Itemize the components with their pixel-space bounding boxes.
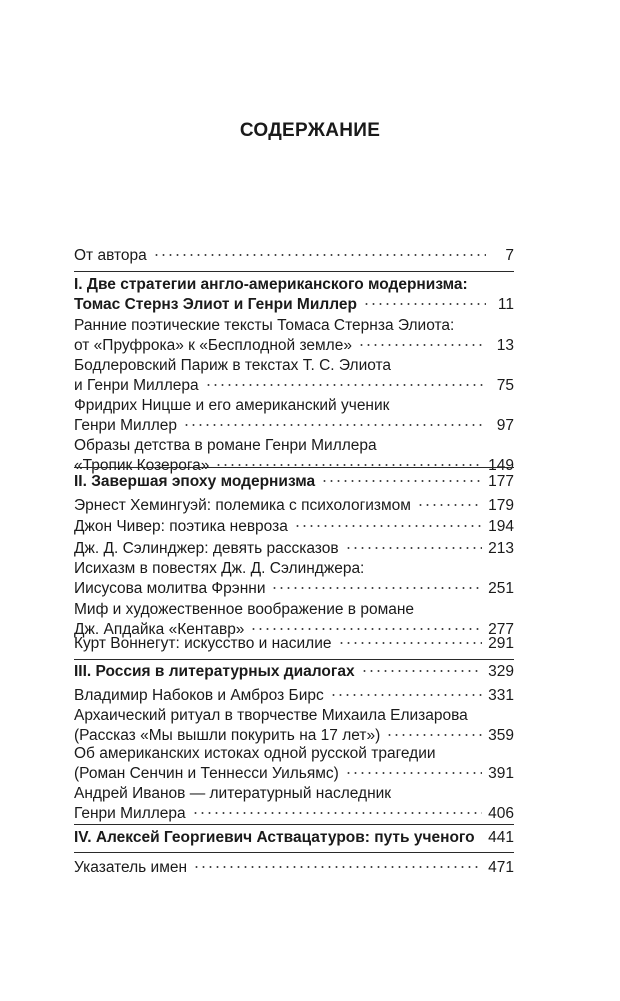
- toc-page-number: 213: [488, 540, 514, 557]
- toc-entry-title: II. Завершая эпоху модернизма: [74, 473, 316, 490]
- toc-entry-title: Исихазм в повестях Дж. Д. Сэлинджера:: [74, 560, 365, 577]
- toc-section-heading[interactable]: [74, 275, 514, 315]
- toc-page-number: 251: [488, 580, 514, 597]
- toc-entry-title: Андрей Иванов — литературный наследник: [74, 785, 392, 802]
- toc-page-number: 471: [488, 859, 514, 876]
- toc-entry[interactable]: [74, 356, 514, 396]
- toc-entry-title: от «Пруфрока» к «Бесплодной земле»: [74, 337, 352, 354]
- dot-leader: [205, 384, 486, 386]
- toc-page-number: 331: [488, 687, 514, 704]
- toc-entry-title: Об американских истоках одной русской трагедии: [74, 745, 436, 762]
- dot-leader: [192, 812, 482, 814]
- toc-entry-title: Указатель имен: [74, 859, 188, 876]
- toc-entry-title: Архаический ритуал в творчестве Михаила Елизарова: [74, 707, 468, 724]
- section-divider: [74, 467, 514, 468]
- dot-leader: [215, 464, 482, 466]
- dot-leader: [294, 525, 482, 527]
- toc-entry[interactable]: [74, 559, 514, 599]
- toc-page-number: 291: [488, 635, 514, 652]
- dot-leader: [153, 254, 486, 256]
- dot-leader: [183, 424, 486, 426]
- section-divider: [74, 271, 514, 272]
- toc-entry-title: Генри Миллера: [74, 805, 186, 822]
- toc-entry-title: Владимир Набоков и Амброз Бирс: [74, 687, 324, 704]
- toc-entry-title: (Роман Сенчин и Теннесси Уильямс): [74, 765, 339, 782]
- section-divider: [74, 852, 514, 853]
- toc-entry-title: IV. Алексей Георгиевич Аствацатуров: путь ученого: [74, 829, 475, 846]
- toc-section-heading[interactable]: [74, 662, 514, 682]
- dot-leader: [250, 628, 482, 630]
- dot-leader: [321, 480, 482, 482]
- toc-page-number: 11: [497, 296, 514, 313]
- toc-entry-title: «Тропик Козерога»: [74, 457, 210, 474]
- toc-entry-title: Томас Стернз Элиот и Генри Миллер: [74, 296, 357, 313]
- toc-section-heading[interactable]: [74, 472, 514, 492]
- toc-entry-title: I. Две стратегии англо-американского модернизма:: [74, 276, 468, 293]
- toc-entry-title: Джон Чивер: поэтика невроза: [74, 518, 288, 535]
- toc-entry-title: Эрнест Хемингуэй: полемика с психологизмом: [74, 497, 411, 514]
- toc-entry[interactable]: [74, 246, 514, 266]
- dot-leader: [345, 772, 482, 774]
- toc-entry-title: Иисусова молитва Фрэнни: [74, 580, 266, 597]
- toc-entry[interactable]: [74, 686, 514, 706]
- toc-entry[interactable]: [74, 316, 514, 356]
- dot-leader: [330, 694, 482, 696]
- toc-entry-title: Образы детства в романе Генри Миллера: [74, 437, 377, 454]
- toc-entry-title: (Рассказ «Мы вышли покурить на 17 лет»): [74, 727, 381, 744]
- toc-page-number: 359: [488, 727, 514, 744]
- toc-section-heading[interactable]: [74, 828, 514, 848]
- dot-leader: [271, 587, 482, 589]
- toc-page-number: 149: [488, 457, 514, 474]
- toc-entry[interactable]: [74, 634, 514, 654]
- toc-page-number: 406: [488, 805, 514, 822]
- section-divider: [74, 824, 514, 825]
- toc-entry-title: От автора: [74, 247, 147, 264]
- dot-leader: [345, 547, 483, 549]
- dot-leader: [358, 344, 486, 346]
- toc-page-number: 13: [496, 337, 514, 354]
- toc-entry[interactable]: [74, 517, 514, 537]
- toc-entry-title: Ранние поэтические тексты Томаса Стернза Элиота:: [74, 317, 455, 334]
- toc-entry[interactable]: [74, 784, 514, 824]
- dot-leader: [386, 734, 482, 736]
- dot-leader: [417, 504, 482, 506]
- toc-entry[interactable]: [74, 744, 514, 784]
- dot-leader: [193, 866, 482, 868]
- toc-page-number: 391: [488, 765, 514, 782]
- toc-entry-title: Дж. Д. Сэлинджер: девять рассказов: [74, 540, 339, 557]
- toc-entry-title: III. Россия в литературных диалогах: [74, 663, 355, 680]
- toc-page-number: 441: [488, 829, 514, 846]
- toc-entry-title: и Генри Миллера: [74, 377, 199, 394]
- toc-entry-title: Фридрих Ницше и его американский ученик: [74, 397, 390, 414]
- dot-leader: [338, 642, 483, 644]
- toc-entry-title: Курт Воннегут: искусство и насилие: [74, 635, 332, 652]
- toc-entry[interactable]: [74, 396, 514, 436]
- toc-entry-title: Миф и художественное воображение в романе: [74, 601, 415, 618]
- toc-entry-title: Бодлеровский Париж в текстах Т. С. Элиота: [74, 357, 392, 374]
- toc-entry[interactable]: [74, 706, 514, 746]
- toc-entry[interactable]: [74, 496, 514, 516]
- dot-leader: [363, 303, 486, 305]
- toc-entry-title: Генри Миллер: [74, 417, 178, 434]
- toc-entry[interactable]: [74, 858, 514, 878]
- toc-page-number: 329: [488, 663, 514, 680]
- section-divider: [74, 659, 514, 660]
- toc-entry[interactable]: [74, 436, 514, 476]
- toc-page-number: 97: [496, 417, 514, 434]
- toc-page-number: 177: [488, 473, 514, 490]
- toc-entry[interactable]: [74, 539, 514, 559]
- toc-page-number: 277: [488, 621, 514, 638]
- dot-leader: [481, 836, 482, 838]
- toc-page-number: 179: [488, 497, 514, 514]
- toc-page-number: 7: [505, 247, 514, 264]
- toc-entry-title: Дж. Апдайка «Кентавр»: [74, 621, 245, 638]
- page-title: СОДЕРЖАНИЕ: [239, 120, 381, 141]
- dot-leader: [361, 670, 483, 672]
- toc-page-number: 194: [488, 518, 514, 535]
- toc-page-number: 75: [496, 377, 514, 394]
